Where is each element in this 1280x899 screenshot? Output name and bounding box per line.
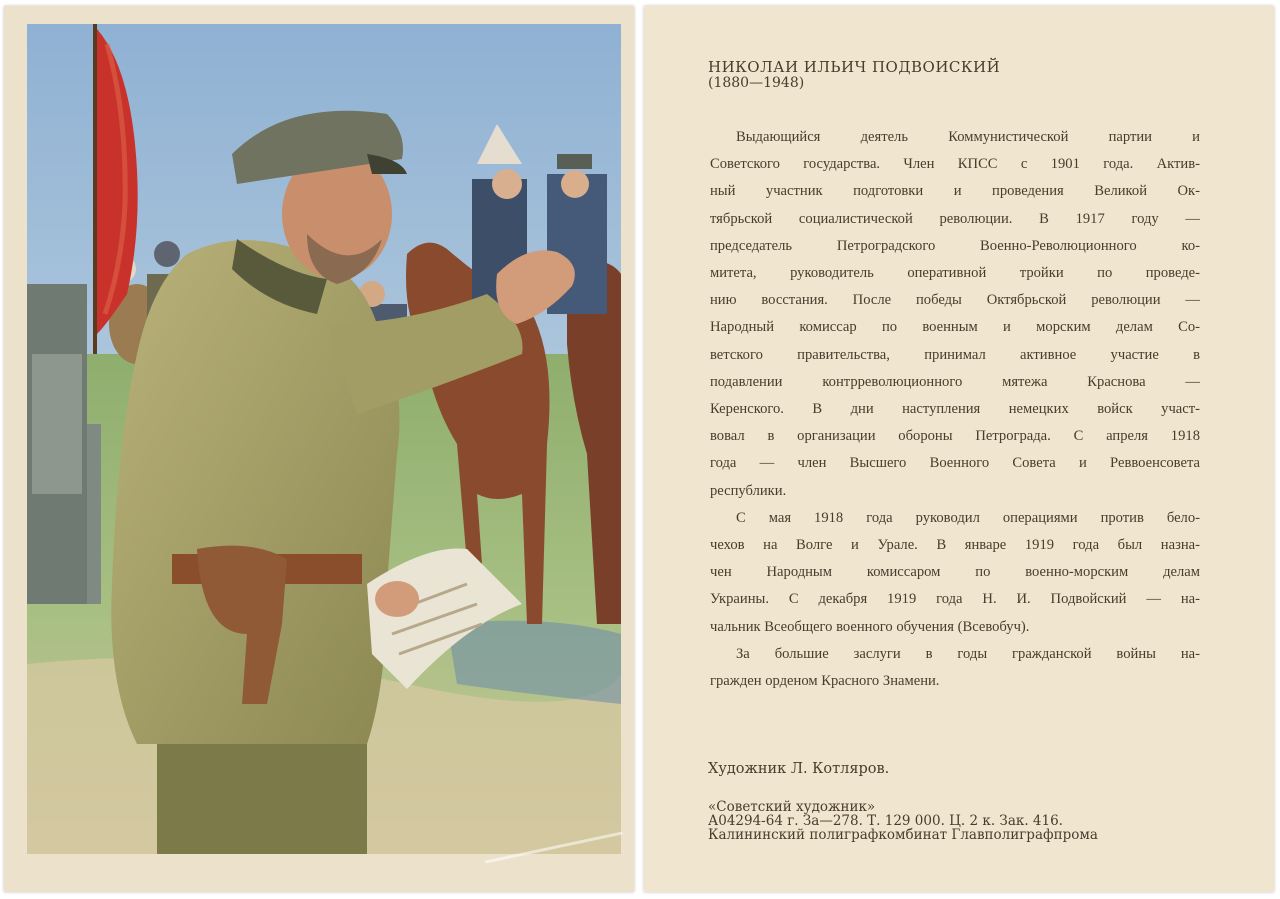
bio-line: Народный комиссар по военным и морским делам Со- — [710, 319, 1200, 336]
postcard-front — [4, 6, 634, 892]
biography-text — [710, 124, 1200, 695]
bio-line: Украины. С декабря 1919 года Н. И. Подвойский — на- — [710, 591, 1200, 608]
bio-line: нию восстания. После победы Октябрьской революции — — [710, 292, 1200, 309]
publisher-imprint — [708, 800, 1098, 842]
bio-line: С мая 1918 года руководил операциями против бело- — [736, 509, 1200, 526]
bio-line: чехов на Волге и Урале. В январе 1919 года был назна- — [710, 537, 1200, 554]
bio-line: ный участник подготовки и проведения Великой Ок- — [710, 183, 1200, 200]
bio-line: чальник Всеобщего военного обучения (Всевобуч). — [710, 618, 1030, 635]
bio-line: За большие заслуги в годы гражданской войны на- — [736, 645, 1200, 662]
bio-line: ветского правительства, принимал активное участие в — [710, 346, 1200, 363]
bio-line: митета, руководитель оперативной тройки по проведе- — [710, 265, 1200, 282]
bio-line: Керенского. В дни наступления немецких войск участ- — [710, 401, 1200, 418]
bio-line: Советского государства. Член КПСС с 1901 года. Актив- — [710, 156, 1200, 173]
imprint-printer: Калининский полиграфкомбинат Главполиграфпрома — [708, 827, 1098, 843]
bio-line: года — член Высшего Военного Совета и Реввоенсовета — [710, 455, 1200, 472]
life-years: (1880—1948) — [708, 75, 805, 91]
bio-line: Выдающийся деятель Коммунистической партии и — [736, 129, 1200, 145]
bio-line: чен Народным комиссаром по военно-морским делам — [710, 564, 1200, 581]
bio-line: подавлении контрреволюционного мятежа Краснова — — [710, 373, 1200, 390]
bio-line: гражден орденом Красного Знамени. — [710, 673, 940, 690]
person-name-title: НИКОЛАИ ИЛЬИЧ ПОДВОИСКИЙ — [708, 58, 1001, 76]
imprint-code: А04294-64 г. За—278. Т. 129 000. Ц. 2 к. Зак. 416. — [708, 813, 1063, 829]
bio-line: республики. — [710, 482, 787, 499]
bio-line: тябрьской социалистической революции. В 1917 году — — [710, 210, 1200, 227]
painting-podvoisky — [27, 24, 621, 854]
bio-line: вовал в организации обороны Петрограда. С апреля 1918 — [710, 428, 1200, 445]
artist-credit: Художник Л. Котляров. — [708, 761, 890, 777]
imprint-publisher: «Советский художник» — [708, 799, 876, 815]
bio-line: председатель Петроградского Военно-Революционного ко- — [710, 237, 1200, 254]
postcard-back — [644, 6, 1274, 892]
